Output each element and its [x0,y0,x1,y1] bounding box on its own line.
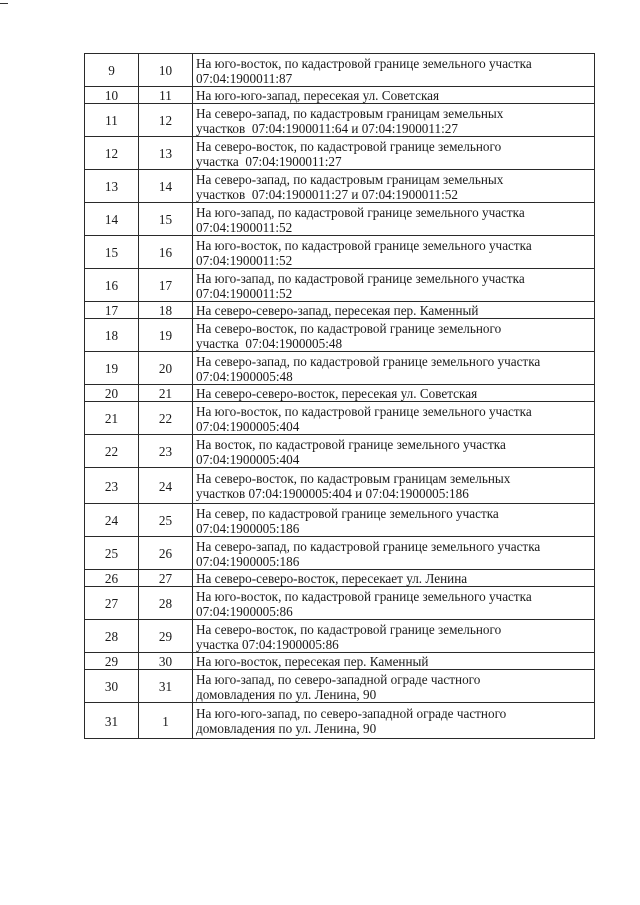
description-cell [193,87,595,104]
description-line: На юго-восток, по кадастровой границе земельного участка [196,237,532,253]
table-row [85,352,595,385]
point-from-cell: 28 [85,620,139,653]
description-line: На северо-северо-восток, пересекает ул. Ленина [196,571,468,586]
point-from-cell: 26 [85,570,139,587]
description-line: На северо-северо-запад, пересекая пер. Каменный [196,303,479,318]
table-row [85,402,595,435]
point-to-cell: 31 [139,670,193,703]
description-cell [193,504,595,537]
description-cell [193,703,595,739]
table-row [85,468,595,504]
table-row [85,87,595,104]
description-line: участков 07:04:1900011:64 и 07:04:1900011:27 [196,120,458,136]
point-from-cell: 21 [85,402,139,435]
point-to-cell: 15 [139,203,193,236]
point-from-cell: 19 [85,352,139,385]
description-line: 07:04:1900011:87 [196,70,293,86]
point-to-cell: 24 [139,468,193,504]
description-cell [193,385,595,402]
table-row [85,385,595,402]
description-cell [193,468,595,504]
point-from-cell: 25 [85,537,139,570]
description-line: На юго-запад, по северо-западной ограде частного [196,671,481,687]
table-row [85,435,595,468]
point-to-cell: 17 [139,269,193,302]
point-to-cell: 10 [139,54,193,87]
description-cell [193,319,595,352]
description-line: 07:04:1900005:186 [196,520,300,536]
point-to-cell: 22 [139,402,193,435]
description-cell [193,653,595,670]
point-from-cell: 20 [85,385,139,402]
table-row [85,137,595,170]
description-line: На юго-восток, по кадастровой границе земельного участка [196,55,532,71]
point-from-cell: 12 [85,137,139,170]
description-cell [193,269,595,302]
point-from-cell: 17 [85,302,139,319]
table-row [85,504,595,537]
point-to-cell: 30 [139,653,193,670]
description-line: 07:04:1900005:86 [196,603,293,619]
point-to-cell: 29 [139,620,193,653]
description-line: На юго-запад, по кадастровой границе земельного участка [196,270,525,286]
point-from-cell: 29 [85,653,139,670]
point-to-cell: 27 [139,570,193,587]
table-row [85,203,595,236]
description-cell [193,402,595,435]
point-from-cell: 30 [85,670,139,703]
table-row [85,703,595,739]
description-cell [193,670,595,703]
description-line: На северо-восток, по кадастровой границе земельного [196,621,502,637]
description-line: 07:04:1900011:52 [196,285,293,301]
point-to-cell: 18 [139,302,193,319]
point-from-cell: 27 [85,587,139,620]
description-cell [193,620,595,653]
table-row [85,54,595,87]
description-line: На юго-восток, пересекая пер. Каменный [196,654,429,669]
description-line: участков 07:04:1900011:27 и 07:04:1900011:52 [196,186,458,202]
description-line: На северо-запад, по кадастровым границам земельных [196,105,504,121]
table-row [85,170,595,203]
description-line: На юго-восток, по кадастровой границе земельного участка [196,403,532,419]
point-from-cell: 11 [85,104,139,137]
description-cell [193,302,595,319]
table-row [85,587,595,620]
description-line: участка 07:04:1900011:27 [196,153,342,169]
point-from-cell: 23 [85,468,139,504]
description-line: На север, по кадастровой границе земельного участка [196,505,499,521]
point-to-cell: 16 [139,236,193,269]
description-line: На северо-восток, по кадастровой границе земельного [196,138,502,154]
description-line: На юго-юго-запад, пересекая ул. Советская [196,88,440,103]
point-from-cell: 13 [85,170,139,203]
point-from-cell: 24 [85,504,139,537]
table-row [85,537,595,570]
point-to-cell: 20 [139,352,193,385]
boundary-table [84,53,595,739]
description-cell [193,570,595,587]
description-line: На северо-запад, по кадастровым границам земельных [196,171,504,187]
table-row [85,620,595,653]
point-from-cell: 14 [85,203,139,236]
point-from-cell: 10 [85,87,139,104]
point-to-cell: 21 [139,385,193,402]
point-from-cell: 16 [85,269,139,302]
description-line: 07:04:1900005:48 [196,368,293,384]
table-row [85,104,595,137]
point-from-cell: 22 [85,435,139,468]
description-cell [193,54,595,87]
point-from-cell: 18 [85,319,139,352]
description-line: домовладения по ул. Ленина, 90 [196,686,377,702]
description-cell [193,587,595,620]
point-from-cell: 9 [85,54,139,87]
description-line: домовладения по ул. Ленина, 90 [196,721,377,736]
point-to-cell: 26 [139,537,193,570]
description-line: На юго-запад, по кадастровой границе земельного участка [196,204,525,220]
description-cell [193,203,595,236]
description-line: 07:04:1900005:404 [196,418,300,434]
description-line: На восток, по кадастровой границе земельного участка [196,436,506,452]
description-line: На северо-восток, по кадастровым границам земельных [196,471,511,486]
description-line: 07:04:1900005:404 [196,451,300,467]
table-row [85,269,595,302]
point-to-cell: 12 [139,104,193,137]
description-line: участка 07:04:1900005:86 [196,636,339,652]
description-line: участков 07:04:1900005:404 и 07:04:1900005:186 [196,486,469,501]
point-to-cell: 19 [139,319,193,352]
description-line: На юго-юго-запад, по северо-западной ограде частного [196,706,507,721]
description-line: На северо-восток, по кадастровой границе земельного [196,320,502,336]
point-to-cell: 14 [139,170,193,203]
description-line: 07:04:1900005:186 [196,553,300,569]
description-cell [193,537,595,570]
description-line: На северо-запад, по кадастровой границе земельного участка [196,538,541,554]
table-row [85,653,595,670]
table-row [85,670,595,703]
description-cell [193,435,595,468]
description-line: На северо-запад, по кадастровой границе земельного участка [196,353,541,369]
point-from-cell: 31 [85,703,139,739]
point-to-cell: 13 [139,137,193,170]
description-cell [193,104,595,137]
description-line: На северо-северо-восток, пересекая ул. Советская [196,386,478,401]
point-to-cell: 1 [139,703,193,739]
table-row [85,302,595,319]
description-line: На юго-восток, по кадастровой границе земельного участка [196,588,532,604]
point-to-cell: 28 [139,587,193,620]
point-to-cell: 25 [139,504,193,537]
table-row [85,236,595,269]
point-to-cell: 11 [139,87,193,104]
description-line: участка 07:04:1900005:48 [196,335,343,351]
corner-mark [0,3,8,4]
description-cell [193,236,595,269]
description-line: 07:04:1900011:52 [196,252,293,268]
description-cell [193,352,595,385]
table-body [85,54,595,739]
table-row [85,319,595,352]
description-cell [193,137,595,170]
point-from-cell: 15 [85,236,139,269]
point-to-cell: 23 [139,435,193,468]
description-cell [193,170,595,203]
description-line: 07:04:1900011:52 [196,219,293,235]
table-row [85,570,595,587]
